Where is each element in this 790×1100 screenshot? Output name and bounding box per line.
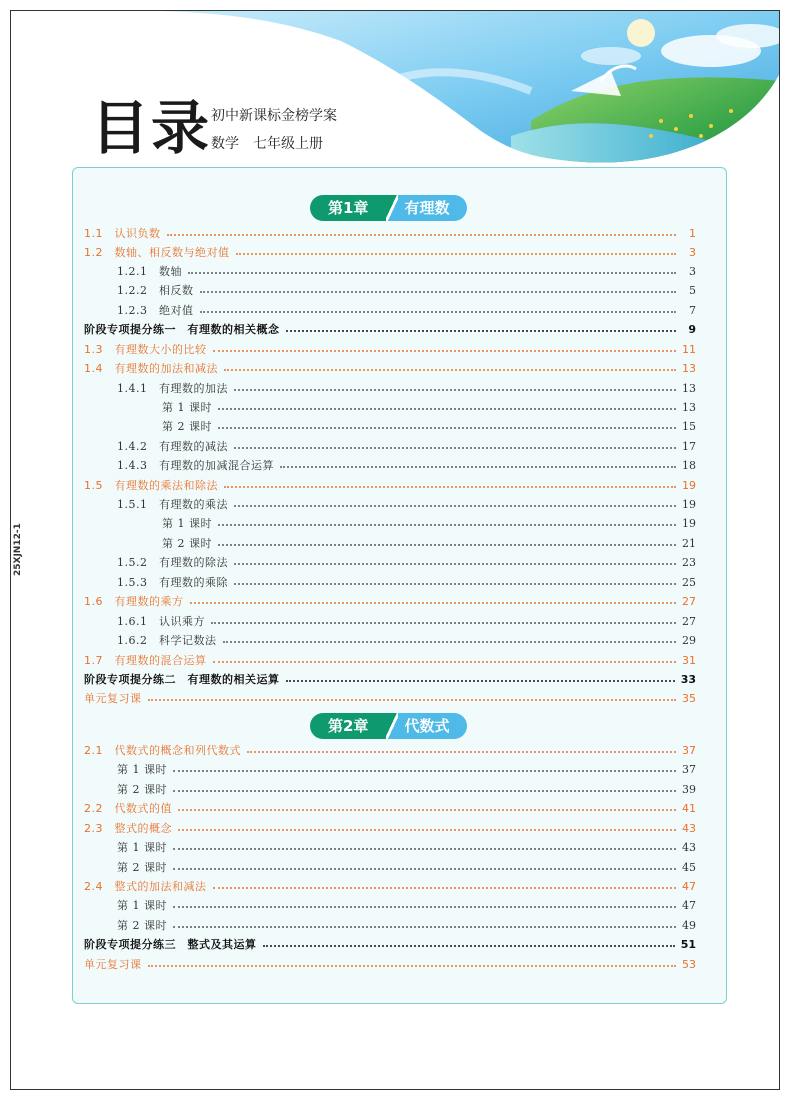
toc-entry-page: 43 <box>682 840 696 854</box>
dot-leader <box>173 926 676 928</box>
toc-entry-page: 33 <box>680 672 696 686</box>
chapter-name: 代数式 <box>398 713 467 739</box>
toc-entry-page: 18 <box>682 458 696 472</box>
toc-entry[interactable] <box>84 956 696 972</box>
dot-leader <box>213 661 677 663</box>
toc-entry-title: 第 1 课时 <box>117 899 167 912</box>
dot-leader <box>178 809 676 811</box>
toc-entry-page: 37 <box>682 743 696 757</box>
toc-entry-page: 45 <box>682 860 696 874</box>
toc-entry-title: 1.2.1 数轴 <box>117 265 182 278</box>
dot-leader <box>234 389 676 391</box>
toc-entry-title: 2.4 整式的加法和减法 <box>84 880 207 893</box>
toc-entry-title: 单元复习课 <box>84 958 142 971</box>
toc-entry-page: 27 <box>682 594 696 608</box>
toc-entry-title: 1.4.1 有理数的加法 <box>117 382 228 395</box>
toc-entry[interactable] <box>84 878 696 894</box>
toc-entry-page: 49 <box>682 918 696 932</box>
toc-entry-page: 51 <box>680 937 696 951</box>
toc-entry-page: 3 <box>689 264 696 278</box>
toc-entry[interactable] <box>117 282 696 298</box>
toc-entry-title: 单元复习课 <box>84 692 142 705</box>
toc-entry-page: 19 <box>682 478 696 492</box>
dot-leader <box>286 680 675 682</box>
dot-leader <box>200 291 677 293</box>
toc-entry-title: 1.1 认识负数 <box>84 227 161 240</box>
chapter-1-heading <box>310 195 467 221</box>
toc-entry[interactable] <box>84 936 696 952</box>
toc-entry[interactable] <box>117 438 696 454</box>
toc-entry[interactable] <box>84 360 696 376</box>
toc-entry-title: 1.2.2 相反数 <box>117 284 194 297</box>
dot-leader <box>247 751 676 753</box>
toc-entry-page: 11 <box>682 342 696 356</box>
toc-entry-page: 19 <box>682 516 696 530</box>
toc-entry-title: 1.3 有理数大小的比较 <box>84 343 207 356</box>
book-subject-grade: 数学 七年级上册 <box>211 136 323 152</box>
toc-entry-page: 53 <box>682 957 696 971</box>
toc-entry[interactable] <box>84 244 696 260</box>
toc-entry[interactable] <box>84 820 696 836</box>
toc-entry[interactable] <box>84 341 696 357</box>
dot-leader <box>263 945 675 947</box>
toc-entry-title: 1.6 有理数的乘方 <box>84 595 184 608</box>
toc-entry-title: 1.5.1 有理数的乘法 <box>117 498 228 511</box>
dot-leader <box>211 622 676 624</box>
toc-entry-title: 第 1 课时 <box>117 763 167 776</box>
toc-entry-page: 43 <box>682 821 696 835</box>
toc-entry-title: 1.2 数轴、相反数与绝对值 <box>84 246 230 259</box>
toc-entry-title: 2.3 整式的概念 <box>84 822 172 835</box>
dot-leader <box>190 602 677 604</box>
toc-entry-title: 第 2 课时 <box>117 861 167 874</box>
toc-entry[interactable] <box>117 613 696 629</box>
toc-entry-title: 1.7 有理数的混合运算 <box>84 654 207 667</box>
chapter-divider <box>386 195 398 221</box>
toc-entry-page: 47 <box>682 879 696 893</box>
toc-entry[interactable] <box>162 535 696 551</box>
toc-entry-page: 3 <box>689 245 696 259</box>
toc-entry-title: 第 2 课时 <box>162 537 212 550</box>
toc-entry-title: 2.1 代数式的概念和列代数式 <box>84 744 241 757</box>
chapter-number: 第1章 <box>310 195 386 221</box>
toc-entry-page: 21 <box>682 536 696 550</box>
toc-entry[interactable] <box>84 742 696 758</box>
chapter-divider <box>386 713 398 739</box>
page-title: 目录 <box>91 94 212 162</box>
toc-entry-title: 1.6.1 认识乘方 <box>117 615 205 628</box>
toc-entry[interactable] <box>117 302 696 318</box>
toc-entry[interactable] <box>117 897 696 913</box>
toc-entry-title: 第 1 课时 <box>162 517 212 530</box>
book-series-title: 初中新课标金榜学案 <box>211 108 337 124</box>
dot-leader <box>224 486 676 488</box>
toc-entry[interactable] <box>117 761 696 777</box>
dot-leader <box>173 770 676 772</box>
toc-entry-title: 1.4 有理数的加法和减法 <box>84 362 218 375</box>
toc-entry-page: 9 <box>688 322 696 336</box>
toc-entry-title: 第 2 课时 <box>117 783 167 796</box>
toc-entry-title: 阶段专项提分练三 整式及其运算 <box>84 938 257 951</box>
chapter-2-heading <box>310 713 467 739</box>
dot-leader <box>173 906 676 908</box>
toc-entry-title: 第 2 课时 <box>117 919 167 932</box>
dot-leader <box>148 965 677 967</box>
toc-entry-page: 1 <box>689 226 696 240</box>
dot-leader <box>234 505 676 507</box>
dot-leader <box>178 829 676 831</box>
toc-entry[interactable] <box>84 800 696 816</box>
dot-leader <box>148 699 677 701</box>
toc-entry-title: 第 2 课时 <box>162 420 212 433</box>
toc-entry-title: 2.2 代数式的值 <box>84 802 172 815</box>
dot-leader <box>218 524 676 526</box>
dot-leader <box>173 848 676 850</box>
toc-entry[interactable] <box>84 652 696 668</box>
toc-entry[interactable] <box>117 917 696 933</box>
toc-entry-page: 15 <box>682 419 696 433</box>
dot-leader <box>213 887 677 889</box>
dot-leader <box>236 253 677 255</box>
toc-entry-page: 39 <box>682 782 696 796</box>
toc-entry[interactable] <box>117 839 696 855</box>
dot-leader <box>234 583 676 585</box>
toc-entry-page: 17 <box>682 439 696 453</box>
toc-entry[interactable] <box>84 477 696 493</box>
toc-entry-page: 41 <box>682 801 696 815</box>
toc-entry-title: 第 1 课时 <box>117 841 167 854</box>
toc-entry[interactable] <box>84 671 696 687</box>
toc-entry[interactable] <box>84 690 696 706</box>
toc-entry-page: 23 <box>682 555 696 569</box>
toc-entry-page: 47 <box>682 898 696 912</box>
dot-leader <box>188 272 676 274</box>
toc-entry[interactable] <box>117 457 696 473</box>
toc-entry-page: 13 <box>682 400 696 414</box>
toc-entry-page: 19 <box>682 497 696 511</box>
toc-entry-page: 31 <box>682 653 696 667</box>
toc-entry[interactable] <box>162 418 696 434</box>
dot-leader <box>213 350 677 352</box>
chapter-number: 第2章 <box>310 713 386 739</box>
toc-entry[interactable] <box>117 574 696 590</box>
toc-entry[interactable] <box>117 781 696 797</box>
dot-leader <box>286 330 677 332</box>
toc-entry-page: 25 <box>682 575 696 589</box>
toc-entry-page: 13 <box>682 381 696 395</box>
dot-leader <box>218 427 676 429</box>
dot-leader <box>218 544 676 546</box>
toc-entry-title: 1.6.2 科学记数法 <box>117 634 217 647</box>
toc-entry[interactable] <box>117 380 696 396</box>
dot-leader <box>173 868 676 870</box>
toc-entry-title: 1.5.2 有理数的除法 <box>117 556 228 569</box>
toc-entry-title: 阶段专项提分练二 有理数的相关运算 <box>84 673 280 686</box>
dot-leader <box>218 408 676 410</box>
toc-entry[interactable] <box>117 263 696 279</box>
dot-leader <box>167 234 677 236</box>
dot-leader <box>223 641 677 643</box>
dot-leader <box>234 447 676 449</box>
toc-entry-page: 7 <box>689 303 696 317</box>
toc-entry[interactable] <box>162 399 696 415</box>
dot-leader <box>234 563 676 565</box>
toc-entry-title: 阶段专项提分练一 有理数的相关概念 <box>84 323 280 336</box>
dot-leader <box>280 466 676 468</box>
toc-entry[interactable] <box>117 496 696 512</box>
toc-entry[interactable] <box>84 321 696 337</box>
toc-entry-page: 27 <box>682 614 696 628</box>
dot-leader <box>224 369 676 371</box>
dot-leader <box>173 790 676 792</box>
toc-entry[interactable] <box>117 554 696 570</box>
toc-entry-title: 1.4.3 有理数的加减混合运算 <box>117 459 274 472</box>
toc-entry-page: 37 <box>682 762 696 776</box>
toc-entry-title: 1.5 有理数的乘法和除法 <box>84 479 218 492</box>
toc-entry-page: 13 <box>682 361 696 375</box>
toc-entry[interactable] <box>84 593 696 609</box>
chapter-name: 有理数 <box>398 195 467 221</box>
toc-entry[interactable] <box>117 632 696 648</box>
toc-entry-page: 5 <box>689 283 696 297</box>
toc-entry-page: 29 <box>682 633 696 647</box>
toc-entry-title: 第 1 课时 <box>162 401 212 414</box>
toc-entry[interactable] <box>117 859 696 875</box>
toc-entry-title: 1.2.3 绝对值 <box>117 304 194 317</box>
toc-entry-title: 1.5.3 有理数的乘除 <box>117 576 228 589</box>
toc-entry[interactable] <box>84 225 696 241</box>
side-catalog-code: 25XJN12-1 <box>13 523 23 576</box>
toc-entry[interactable] <box>162 515 696 531</box>
dot-leader <box>200 311 677 313</box>
toc-entry-page: 35 <box>682 691 696 705</box>
toc-entry-title: 1.4.2 有理数的减法 <box>117 440 228 453</box>
